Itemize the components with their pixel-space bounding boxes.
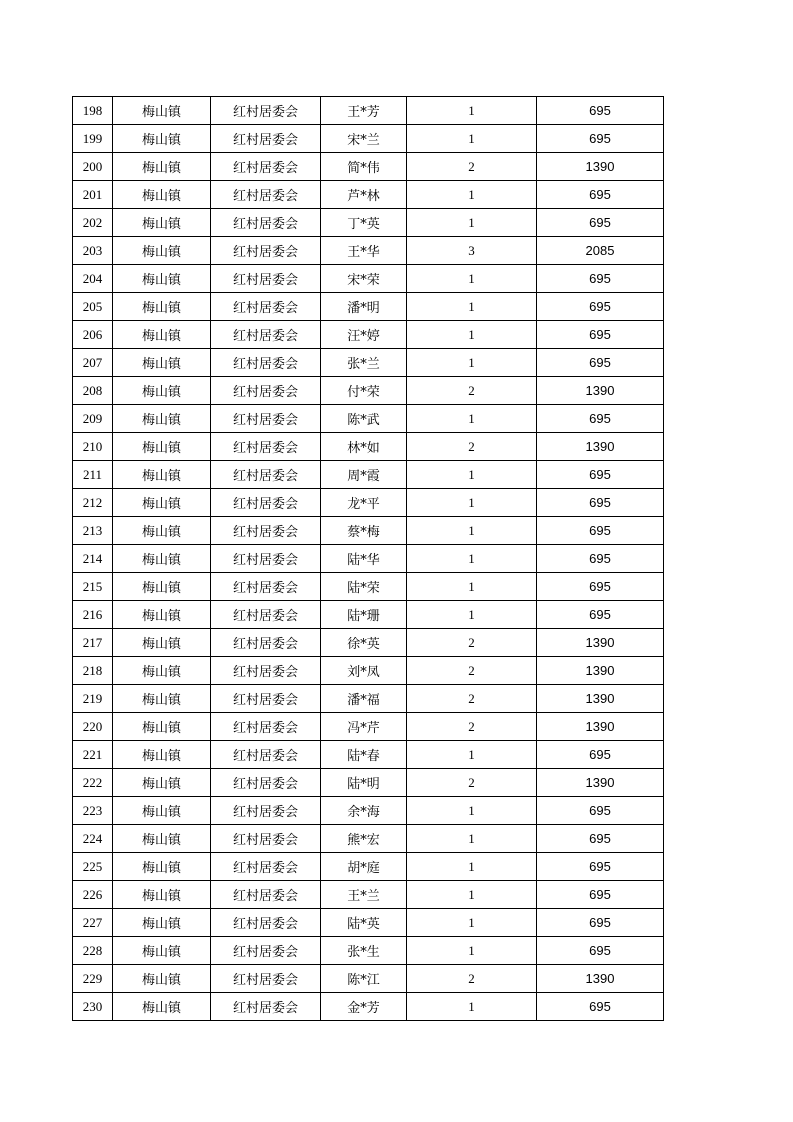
- table-row: [73, 517, 664, 545]
- person-name-cell: 王*芳: [321, 97, 407, 125]
- town-cell: 梅山镇: [113, 377, 211, 405]
- town-cell: 梅山镇: [113, 265, 211, 293]
- household-count-cell: 1: [407, 545, 537, 573]
- committee-cell: 红村居委会: [211, 573, 321, 601]
- amount-cell: 695: [537, 349, 664, 377]
- person-name-cell: 龙*平: [321, 489, 407, 517]
- household-count-cell: 1: [407, 181, 537, 209]
- amount-cell: 1390: [537, 629, 664, 657]
- town-cell: 梅山镇: [113, 853, 211, 881]
- committee-cell: 红村居委会: [211, 517, 321, 545]
- town-cell: 梅山镇: [113, 573, 211, 601]
- row-number-cell: 201: [73, 181, 113, 209]
- person-name-cell: 金*芳: [321, 993, 407, 1021]
- household-count-cell: 1: [407, 349, 537, 377]
- household-count-cell: 1: [407, 993, 537, 1021]
- household-count-cell: 1: [407, 97, 537, 125]
- person-name-cell: 张*生: [321, 937, 407, 965]
- table-row: [73, 629, 664, 657]
- town-cell: 梅山镇: [113, 237, 211, 265]
- row-number-cell: 198: [73, 97, 113, 125]
- person-name-cell: 冯*芹: [321, 713, 407, 741]
- row-number-cell: 208: [73, 377, 113, 405]
- amount-cell: 695: [537, 881, 664, 909]
- town-cell: 梅山镇: [113, 153, 211, 181]
- person-name-cell: 潘*明: [321, 293, 407, 321]
- committee-cell: 红村居委会: [211, 349, 321, 377]
- person-name-cell: 陆*英: [321, 909, 407, 937]
- committee-cell: 红村居委会: [211, 237, 321, 265]
- person-name-cell: 徐*英: [321, 629, 407, 657]
- table-row: [73, 965, 664, 993]
- table-row: [73, 797, 664, 825]
- committee-cell: 红村居委会: [211, 209, 321, 237]
- household-count-cell: 2: [407, 685, 537, 713]
- committee-cell: 红村居委会: [211, 825, 321, 853]
- row-number-cell: 227: [73, 909, 113, 937]
- person-name-cell: 潘*福: [321, 685, 407, 713]
- table-row: [73, 545, 664, 573]
- household-count-cell: 2: [407, 657, 537, 685]
- person-name-cell: 陆*春: [321, 741, 407, 769]
- town-cell: 梅山镇: [113, 209, 211, 237]
- household-count-cell: 1: [407, 405, 537, 433]
- household-count-cell: 1: [407, 825, 537, 853]
- household-count-cell: 1: [407, 601, 537, 629]
- household-count-cell: 2: [407, 965, 537, 993]
- table-row: [73, 97, 664, 125]
- committee-cell: 红村居委会: [211, 181, 321, 209]
- table-row: [73, 377, 664, 405]
- person-name-cell: 林*如: [321, 433, 407, 461]
- amount-cell: 695: [537, 321, 664, 349]
- person-name-cell: 陈*武: [321, 405, 407, 433]
- row-number-cell: 224: [73, 825, 113, 853]
- row-number-cell: 216: [73, 601, 113, 629]
- committee-cell: 红村居委会: [211, 321, 321, 349]
- row-number-cell: 200: [73, 153, 113, 181]
- table-row: [73, 825, 664, 853]
- row-number-cell: 215: [73, 573, 113, 601]
- table-row: [73, 349, 664, 377]
- amount-cell: 695: [537, 601, 664, 629]
- amount-cell: 695: [537, 741, 664, 769]
- row-number-cell: 218: [73, 657, 113, 685]
- amount-cell: 695: [537, 573, 664, 601]
- amount-cell: 695: [537, 125, 664, 153]
- amount-cell: 2085: [537, 237, 664, 265]
- row-number-cell: 202: [73, 209, 113, 237]
- committee-cell: 红村居委会: [211, 405, 321, 433]
- household-count-cell: 2: [407, 769, 537, 797]
- town-cell: 梅山镇: [113, 321, 211, 349]
- roster-table-body: [73, 97, 664, 1021]
- committee-cell: 红村居委会: [211, 629, 321, 657]
- person-name-cell: 陆*荣: [321, 573, 407, 601]
- town-cell: 梅山镇: [113, 461, 211, 489]
- row-number-cell: 209: [73, 405, 113, 433]
- town-cell: 梅山镇: [113, 181, 211, 209]
- person-name-cell: 陆*明: [321, 769, 407, 797]
- table-row: [73, 909, 664, 937]
- amount-cell: 695: [537, 937, 664, 965]
- row-number-cell: 226: [73, 881, 113, 909]
- person-name-cell: 王*兰: [321, 881, 407, 909]
- committee-cell: 红村居委会: [211, 657, 321, 685]
- household-count-cell: 1: [407, 517, 537, 545]
- amount-cell: 695: [537, 909, 664, 937]
- household-count-cell: 1: [407, 741, 537, 769]
- row-number-cell: 207: [73, 349, 113, 377]
- household-count-cell: 2: [407, 377, 537, 405]
- household-count-cell: 2: [407, 433, 537, 461]
- town-cell: 梅山镇: [113, 797, 211, 825]
- row-number-cell: 221: [73, 741, 113, 769]
- person-name-cell: 余*海: [321, 797, 407, 825]
- town-cell: 梅山镇: [113, 125, 211, 153]
- amount-cell: 695: [537, 825, 664, 853]
- row-number-cell: 204: [73, 265, 113, 293]
- person-name-cell: 付*荣: [321, 377, 407, 405]
- household-count-cell: 1: [407, 265, 537, 293]
- committee-cell: 红村居委会: [211, 797, 321, 825]
- person-name-cell: 熊*宏: [321, 825, 407, 853]
- town-cell: 梅山镇: [113, 97, 211, 125]
- table-row: [73, 601, 664, 629]
- person-name-cell: 丁*英: [321, 209, 407, 237]
- person-name-cell: 陆*华: [321, 545, 407, 573]
- row-number-cell: 223: [73, 797, 113, 825]
- row-number-cell: 210: [73, 433, 113, 461]
- household-count-cell: 1: [407, 573, 537, 601]
- row-number-cell: 213: [73, 517, 113, 545]
- committee-cell: 红村居委会: [211, 293, 321, 321]
- person-name-cell: 刘*凤: [321, 657, 407, 685]
- town-cell: 梅山镇: [113, 965, 211, 993]
- amount-cell: 1390: [537, 433, 664, 461]
- committee-cell: 红村居委会: [211, 545, 321, 573]
- person-name-cell: 宋*兰: [321, 125, 407, 153]
- committee-cell: 红村居委会: [211, 685, 321, 713]
- row-number-cell: 206: [73, 321, 113, 349]
- row-number-cell: 219: [73, 685, 113, 713]
- town-cell: 梅山镇: [113, 433, 211, 461]
- committee-cell: 红村居委会: [211, 937, 321, 965]
- row-number-cell: 217: [73, 629, 113, 657]
- committee-cell: 红村居委会: [211, 965, 321, 993]
- amount-cell: 1390: [537, 685, 664, 713]
- table-row: [73, 573, 664, 601]
- committee-cell: 红村居委会: [211, 881, 321, 909]
- row-number-cell: 222: [73, 769, 113, 797]
- town-cell: 梅山镇: [113, 741, 211, 769]
- row-number-cell: 220: [73, 713, 113, 741]
- amount-cell: 695: [537, 517, 664, 545]
- household-count-cell: 1: [407, 489, 537, 517]
- household-count-cell: 1: [407, 881, 537, 909]
- table-row: [73, 685, 664, 713]
- town-cell: 梅山镇: [113, 937, 211, 965]
- amount-cell: 695: [537, 461, 664, 489]
- household-count-cell: 2: [407, 153, 537, 181]
- household-count-cell: 1: [407, 209, 537, 237]
- amount-cell: 695: [537, 489, 664, 517]
- committee-cell: 红村居委会: [211, 769, 321, 797]
- table-row: [73, 713, 664, 741]
- table-row: [73, 153, 664, 181]
- person-name-cell: 汪*婷: [321, 321, 407, 349]
- amount-cell: 1390: [537, 713, 664, 741]
- household-count-cell: 1: [407, 461, 537, 489]
- table-row: [73, 293, 664, 321]
- town-cell: 梅山镇: [113, 629, 211, 657]
- household-count-cell: 1: [407, 125, 537, 153]
- table-row: [73, 657, 664, 685]
- table-row: [73, 881, 664, 909]
- amount-cell: 695: [537, 545, 664, 573]
- table-row: [73, 237, 664, 265]
- table-row: [73, 125, 664, 153]
- table-row: [73, 741, 664, 769]
- table-row: [73, 937, 664, 965]
- person-name-cell: 陆*珊: [321, 601, 407, 629]
- row-number-cell: 211: [73, 461, 113, 489]
- table-row: [73, 433, 664, 461]
- household-count-cell: 1: [407, 797, 537, 825]
- table-row: [73, 181, 664, 209]
- row-number-cell: 212: [73, 489, 113, 517]
- person-name-cell: 张*兰: [321, 349, 407, 377]
- committee-cell: 红村居委会: [211, 853, 321, 881]
- row-number-cell: 199: [73, 125, 113, 153]
- table-row: [73, 321, 664, 349]
- table-row: [73, 489, 664, 517]
- person-name-cell: 芦*林: [321, 181, 407, 209]
- amount-cell: 695: [537, 181, 664, 209]
- roster-table: [72, 96, 664, 1021]
- town-cell: 梅山镇: [113, 993, 211, 1021]
- table-row: [73, 769, 664, 797]
- person-name-cell: 宋*荣: [321, 265, 407, 293]
- amount-cell: 695: [537, 209, 664, 237]
- row-number-cell: 228: [73, 937, 113, 965]
- row-number-cell: 214: [73, 545, 113, 573]
- town-cell: 梅山镇: [113, 405, 211, 433]
- committee-cell: 红村居委会: [211, 909, 321, 937]
- committee-cell: 红村居委会: [211, 153, 321, 181]
- amount-cell: 695: [537, 405, 664, 433]
- amount-cell: 695: [537, 293, 664, 321]
- committee-cell: 红村居委会: [211, 97, 321, 125]
- committee-cell: 红村居委会: [211, 489, 321, 517]
- row-number-cell: 230: [73, 993, 113, 1021]
- committee-cell: 红村居委会: [211, 713, 321, 741]
- committee-cell: 红村居委会: [211, 993, 321, 1021]
- person-name-cell: 胡*庭: [321, 853, 407, 881]
- town-cell: 梅山镇: [113, 349, 211, 377]
- amount-cell: 695: [537, 797, 664, 825]
- person-name-cell: 周*霞: [321, 461, 407, 489]
- town-cell: 梅山镇: [113, 769, 211, 797]
- amount-cell: 1390: [537, 769, 664, 797]
- committee-cell: 红村居委会: [211, 433, 321, 461]
- town-cell: 梅山镇: [113, 545, 211, 573]
- town-cell: 梅山镇: [113, 825, 211, 853]
- amount-cell: 695: [537, 265, 664, 293]
- table-row: [73, 853, 664, 881]
- table-row: [73, 265, 664, 293]
- town-cell: 梅山镇: [113, 909, 211, 937]
- household-count-cell: 2: [407, 713, 537, 741]
- committee-cell: 红村居委会: [211, 601, 321, 629]
- town-cell: 梅山镇: [113, 713, 211, 741]
- amount-cell: 695: [537, 97, 664, 125]
- amount-cell: 1390: [537, 153, 664, 181]
- town-cell: 梅山镇: [113, 293, 211, 321]
- amount-cell: 695: [537, 993, 664, 1021]
- committee-cell: 红村居委会: [211, 741, 321, 769]
- row-number-cell: 203: [73, 237, 113, 265]
- committee-cell: 红村居委会: [211, 265, 321, 293]
- table-row: [73, 209, 664, 237]
- household-count-cell: 1: [407, 937, 537, 965]
- household-count-cell: 1: [407, 853, 537, 881]
- town-cell: 梅山镇: [113, 517, 211, 545]
- committee-cell: 红村居委会: [211, 125, 321, 153]
- amount-cell: 1390: [537, 965, 664, 993]
- amount-cell: 695: [537, 853, 664, 881]
- household-count-cell: 1: [407, 909, 537, 937]
- town-cell: 梅山镇: [113, 601, 211, 629]
- town-cell: 梅山镇: [113, 657, 211, 685]
- committee-cell: 红村居委会: [211, 461, 321, 489]
- household-count-cell: 2: [407, 629, 537, 657]
- person-name-cell: 简*伟: [321, 153, 407, 181]
- household-count-cell: 3: [407, 237, 537, 265]
- table-row: [73, 405, 664, 433]
- table-row: [73, 461, 664, 489]
- row-number-cell: 205: [73, 293, 113, 321]
- person-name-cell: 王*华: [321, 237, 407, 265]
- town-cell: 梅山镇: [113, 489, 211, 517]
- committee-cell: 红村居委会: [211, 377, 321, 405]
- amount-cell: 1390: [537, 657, 664, 685]
- person-name-cell: 蔡*梅: [321, 517, 407, 545]
- table-row: [73, 993, 664, 1021]
- household-count-cell: 1: [407, 321, 537, 349]
- town-cell: 梅山镇: [113, 685, 211, 713]
- person-name-cell: 陈*江: [321, 965, 407, 993]
- amount-cell: 1390: [537, 377, 664, 405]
- row-number-cell: 225: [73, 853, 113, 881]
- household-count-cell: 1: [407, 293, 537, 321]
- row-number-cell: 229: [73, 965, 113, 993]
- town-cell: 梅山镇: [113, 881, 211, 909]
